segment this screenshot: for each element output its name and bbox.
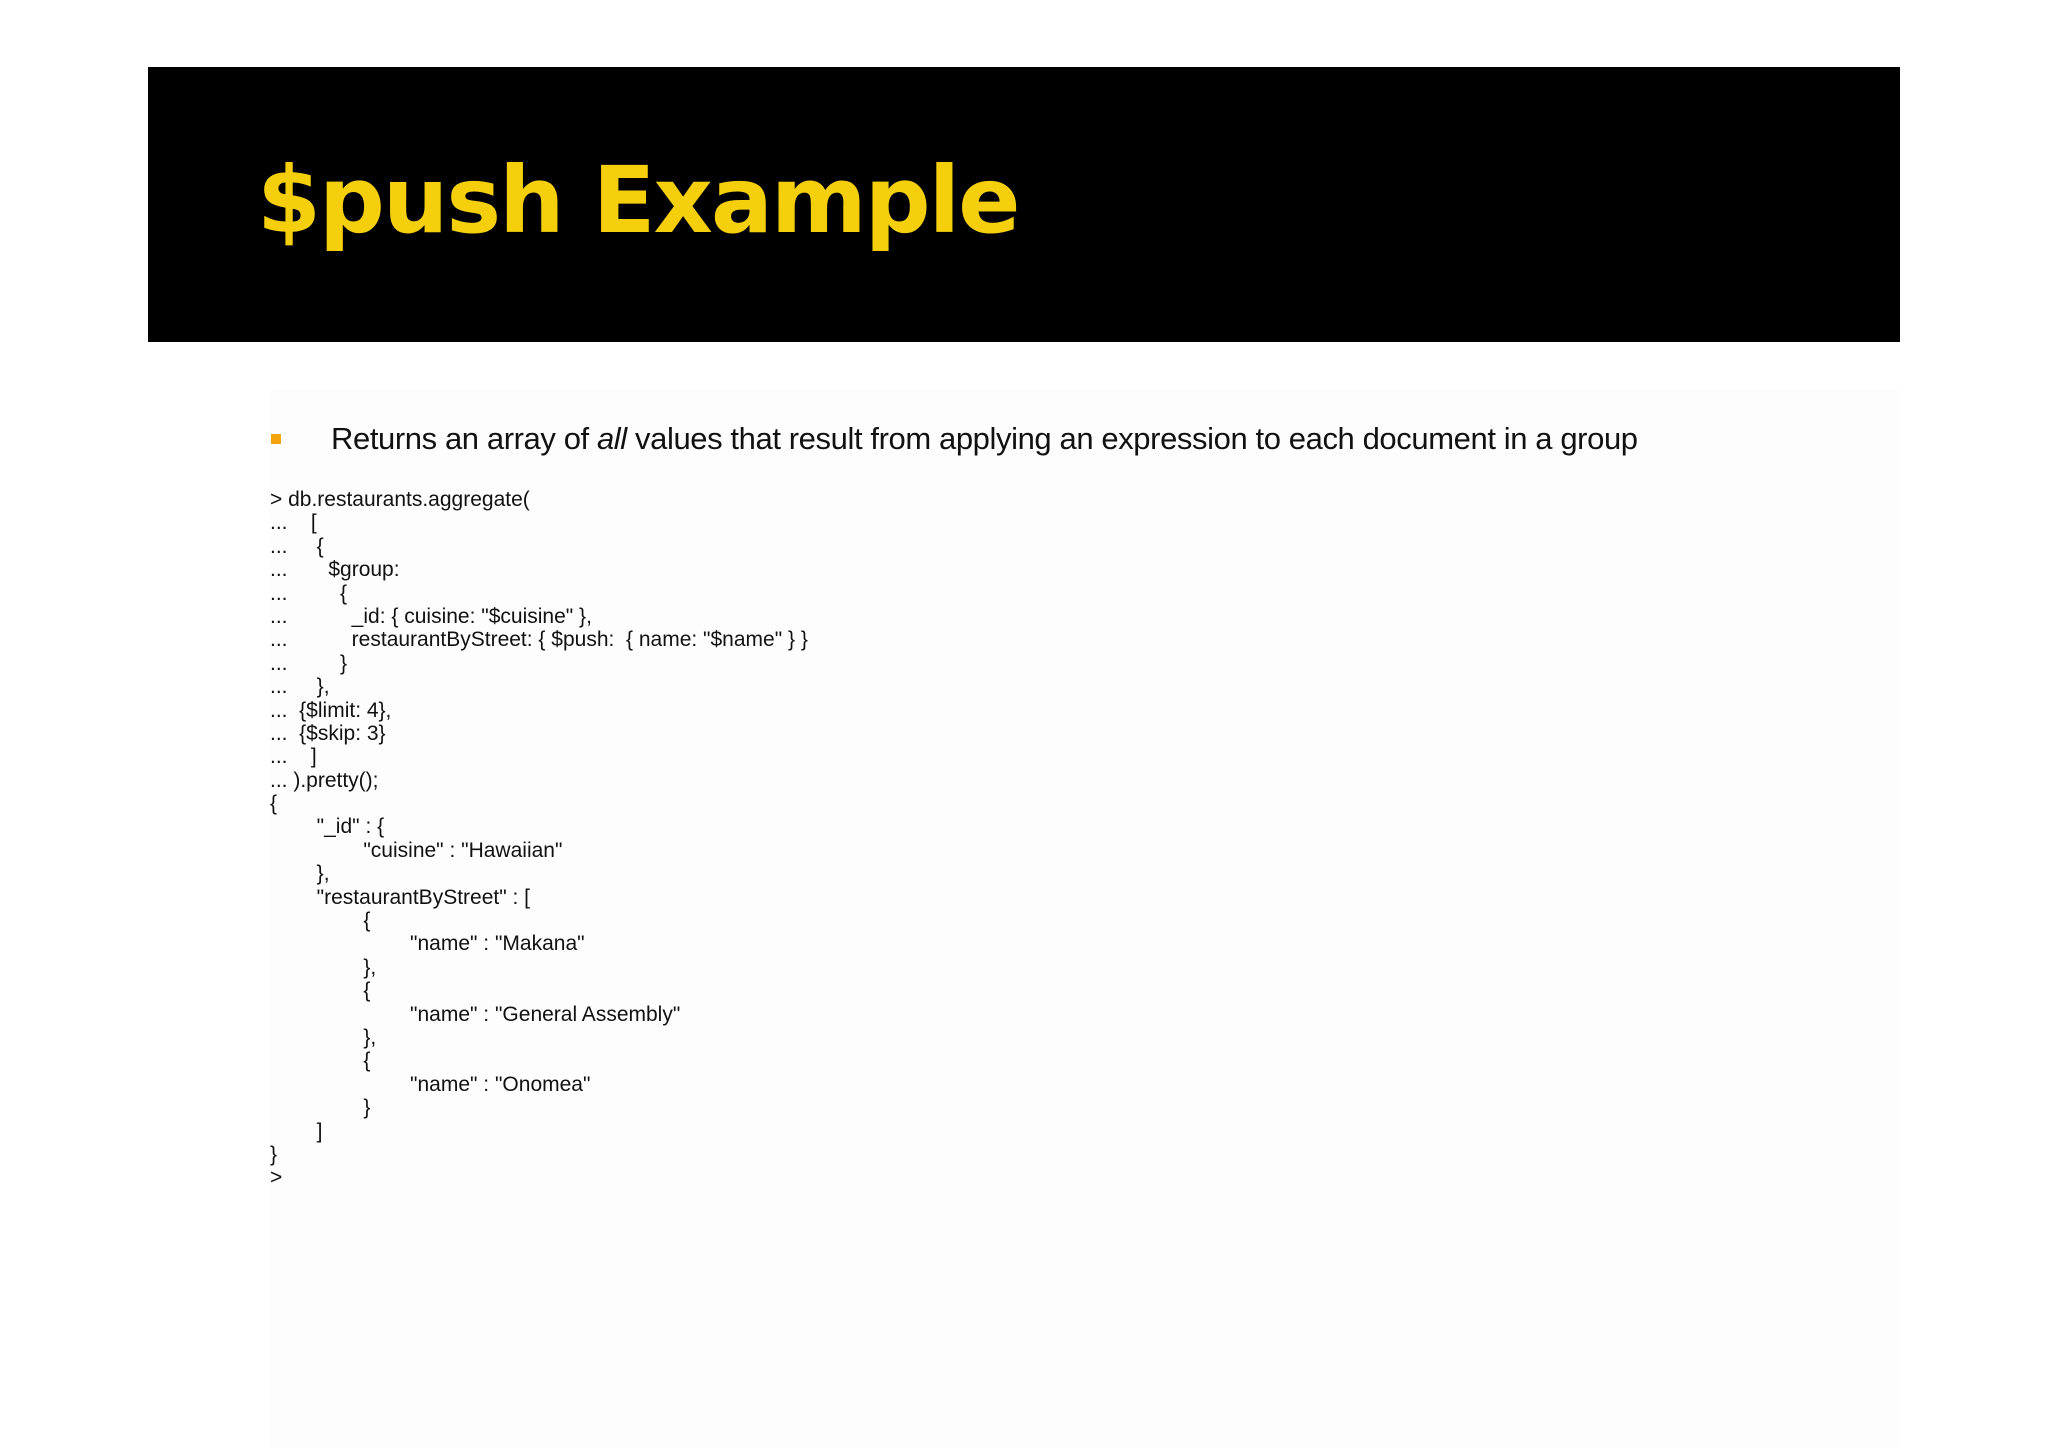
code-line: ... { [270, 581, 348, 605]
code-line: } [270, 1096, 371, 1120]
code-line: ... {$limit: 4}, [270, 698, 392, 722]
code-line: { [270, 979, 371, 1003]
bullet-text-before: Returns an array of [331, 421, 597, 456]
code-line: }, [270, 1025, 377, 1049]
code-line: > db.restaurants.aggregate( [270, 488, 530, 511]
code-line: ... { [270, 534, 324, 558]
code-line: ... ).pretty(); [270, 768, 379, 792]
slide-title: $push Example [257, 147, 1019, 254]
code-line: }, [270, 955, 377, 979]
code-line: > [270, 1166, 283, 1190]
square-bullet-icon [271, 434, 281, 444]
code-line: "_id" : { [270, 815, 385, 839]
code-line: "name" : "Makana" [270, 932, 585, 956]
title-bar [148, 67, 1900, 342]
bullet-text-after: values that result from applying an expression to each document in a group [626, 421, 1638, 456]
code-line: ... restaurantByStreet: { $push: { name: "$name" } } [270, 628, 808, 652]
code-line: { [270, 1049, 371, 1073]
code-line: "restaurantByStreet" : [ [270, 885, 531, 909]
code-line: ... } [270, 651, 348, 675]
code-block [270, 488, 808, 1190]
bullet-text-emphasis: all [596, 421, 627, 456]
code-line: { [270, 909, 371, 933]
code-line: "name" : "General Assembly" [270, 1002, 681, 1026]
code-line: { [270, 792, 278, 816]
code-line: ] [270, 1119, 323, 1143]
code-line: "name" : "Onomea" [270, 1072, 591, 1096]
code-line: ... [ [270, 511, 317, 535]
code-line: ... $group: [270, 558, 400, 582]
code-line: ... {$skip: 3} [270, 721, 386, 745]
code-line: "cuisine" : "Hawaiian" [270, 838, 563, 862]
bullet-text [331, 418, 1638, 460]
code-line: } [270, 1142, 278, 1166]
code-line: ... _id: { cuisine: "$cuisine" }, [270, 604, 592, 628]
code-line: }, [270, 862, 330, 886]
code-line: ... }, [270, 675, 330, 699]
code-line: ... ] [270, 745, 317, 769]
